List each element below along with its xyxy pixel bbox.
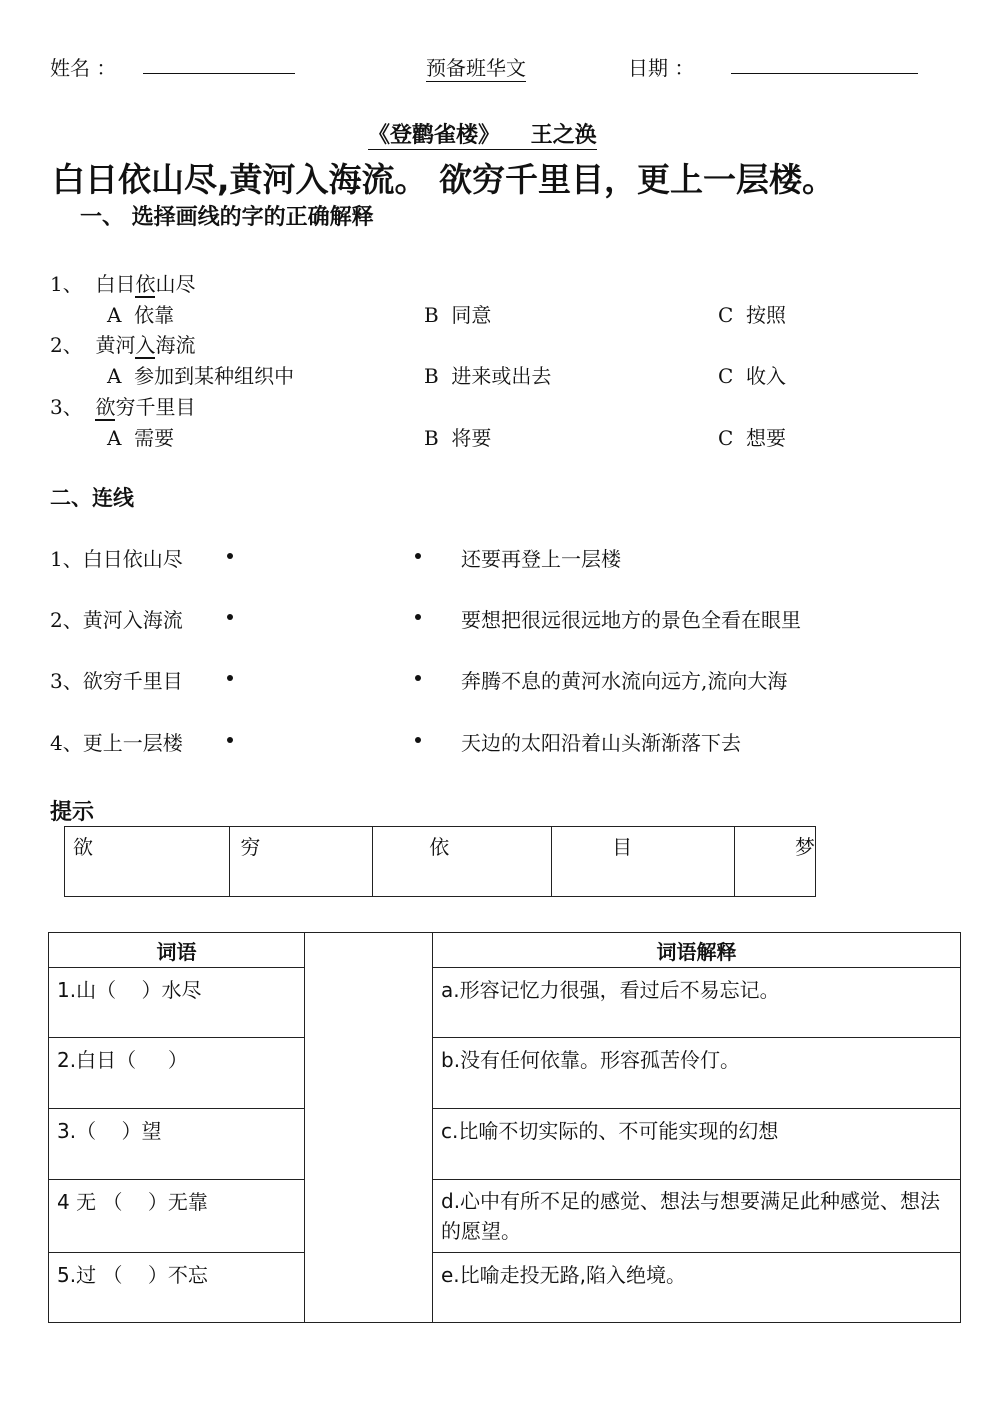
hint-char-1: 欲 [65,827,230,897]
q3-option-c[interactable]: C 想要 [718,426,787,450]
poem-line-2: 欲穷千里目，更上一层楼。 [439,160,836,199]
match-right-dot-4[interactable] [415,737,421,743]
q1-underlined-char: 依 [135,272,156,296]
date-label: 日期 ： [628,56,695,80]
q2-option-b[interactable]: B 进来或出去 [424,364,552,388]
vocab-row-3 [49,1109,961,1180]
match-left-dot-4[interactable] [227,737,233,743]
q1-stem [50,268,195,297]
vocab-table [48,932,961,1323]
vocab-header-word: 词语 [49,933,305,968]
q3-option-b[interactable]: B 将要 [424,426,492,450]
section1-title: 一、 选择画线的字的正确解释 [80,205,374,230]
name-blank[interactable] [143,73,295,74]
match-left-1: 1、白日依山尽 [50,547,183,571]
vocab-word-4: 4 无 （ ）无靠 [49,1180,305,1253]
match-right-dot-3[interactable] [415,675,421,681]
match-right-dot-2[interactable] [415,614,421,620]
q3-number: 3、 [50,395,83,419]
match-right-2: 要想把很远很远地方的景色全看在眼里 [461,608,801,632]
vocab-explain-2: b.没有任何依靠。形容孤苦伶仃。 [433,1038,961,1109]
q2-stem [50,329,195,358]
q3-stem [50,391,195,420]
vocab-word-5: 5.过 （ ）不忘 [49,1253,305,1323]
vocab-row-2 [49,1038,961,1109]
hint-char-4: 目 [552,827,735,897]
q1-post: 山尽 [155,272,196,296]
q1-number: 1、 [50,272,83,296]
vocab-word-3: 3.（ ）望 [49,1109,305,1180]
match-left-dot-2[interactable] [227,614,233,620]
vocab-explain-4: d.心中有所不足的感觉、想法与想要满足此种感觉、想法的愿望。 [433,1180,961,1253]
vocab-row-4 [49,1180,961,1253]
vocab-word-2: 2.白日（ ） [49,1038,305,1109]
match-right-dot-1[interactable] [415,553,421,559]
q3-underlined-char: 欲 [95,395,116,419]
hint-char-3: 依 [373,827,552,897]
course-name: 预备班华文 [426,52,526,82]
q1-pre: 白日 [95,272,136,296]
vocab-row-5 [49,1253,961,1323]
vocab-explain-3: c.比喻不切实际的、不可能实现的幻想 [433,1109,961,1180]
hint-row [65,827,816,897]
section2-title: 二、连线 [50,486,134,510]
vocab-explain-1: a.形容记忆力很强，看过后不易忘记。 [433,968,961,1038]
vocab-explain-5: e.比喻走投无路,陷入绝境。 [433,1253,961,1323]
q2-post: 海流 [155,333,196,357]
match-right-4: 天边的太阳沿着山头渐渐落下去 [461,731,741,755]
q2-underlined-char: 入 [135,333,156,357]
hint-char-2: 穷 [230,827,373,897]
vocab-word-1: 1.山（ ）水尽 [49,968,305,1038]
q2-pre: 黄河 [95,333,136,357]
match-left-dot-3[interactable] [227,675,233,681]
q2-number: 2、 [50,333,83,357]
q3-post: 穷千里目 [115,395,196,419]
vocab-header-row [49,933,961,968]
hint-char-5: 梦 [735,827,816,897]
name-label: 姓名 ： [50,56,117,80]
vocab-header-explain: 词语解释 [433,933,961,968]
poem-line-1: 白日依山尽,黄河入海流。 [52,160,428,199]
poem-title: 《登鹳雀楼》 [368,123,501,148]
vocab-row-1 [49,968,961,1038]
poem-title-line [368,118,597,150]
match-left-4: 4、更上一层楼 [50,731,183,755]
match-left-dot-1[interactable] [227,553,233,559]
q2-option-c[interactable]: C 收入 [718,364,787,388]
hint-title: 提示 [50,800,95,825]
q3-option-a[interactable]: A 需要 [107,426,175,450]
q1-option-a[interactable]: A 依靠 [107,303,175,327]
q1-option-b[interactable]: B 同意 [424,303,492,327]
q1-option-c[interactable]: C 按照 [718,303,787,327]
hint-table [64,826,816,897]
q2-option-a[interactable]: A 参加到某种组织中 [107,364,295,388]
date-blank[interactable] [731,73,918,74]
match-left-3: 3、欲穷千里目 [50,669,183,693]
poem-author: 王之涣 [530,123,597,148]
match-left-2: 2、黄河入海流 [50,608,183,632]
poem-text [52,154,835,201]
match-right-1: 还要再登上一层楼 [461,547,621,571]
match-right-3: 奔腾不息的黄河水流向远方,流向大海 [461,669,788,693]
vocab-answer-column[interactable] [305,933,433,1323]
